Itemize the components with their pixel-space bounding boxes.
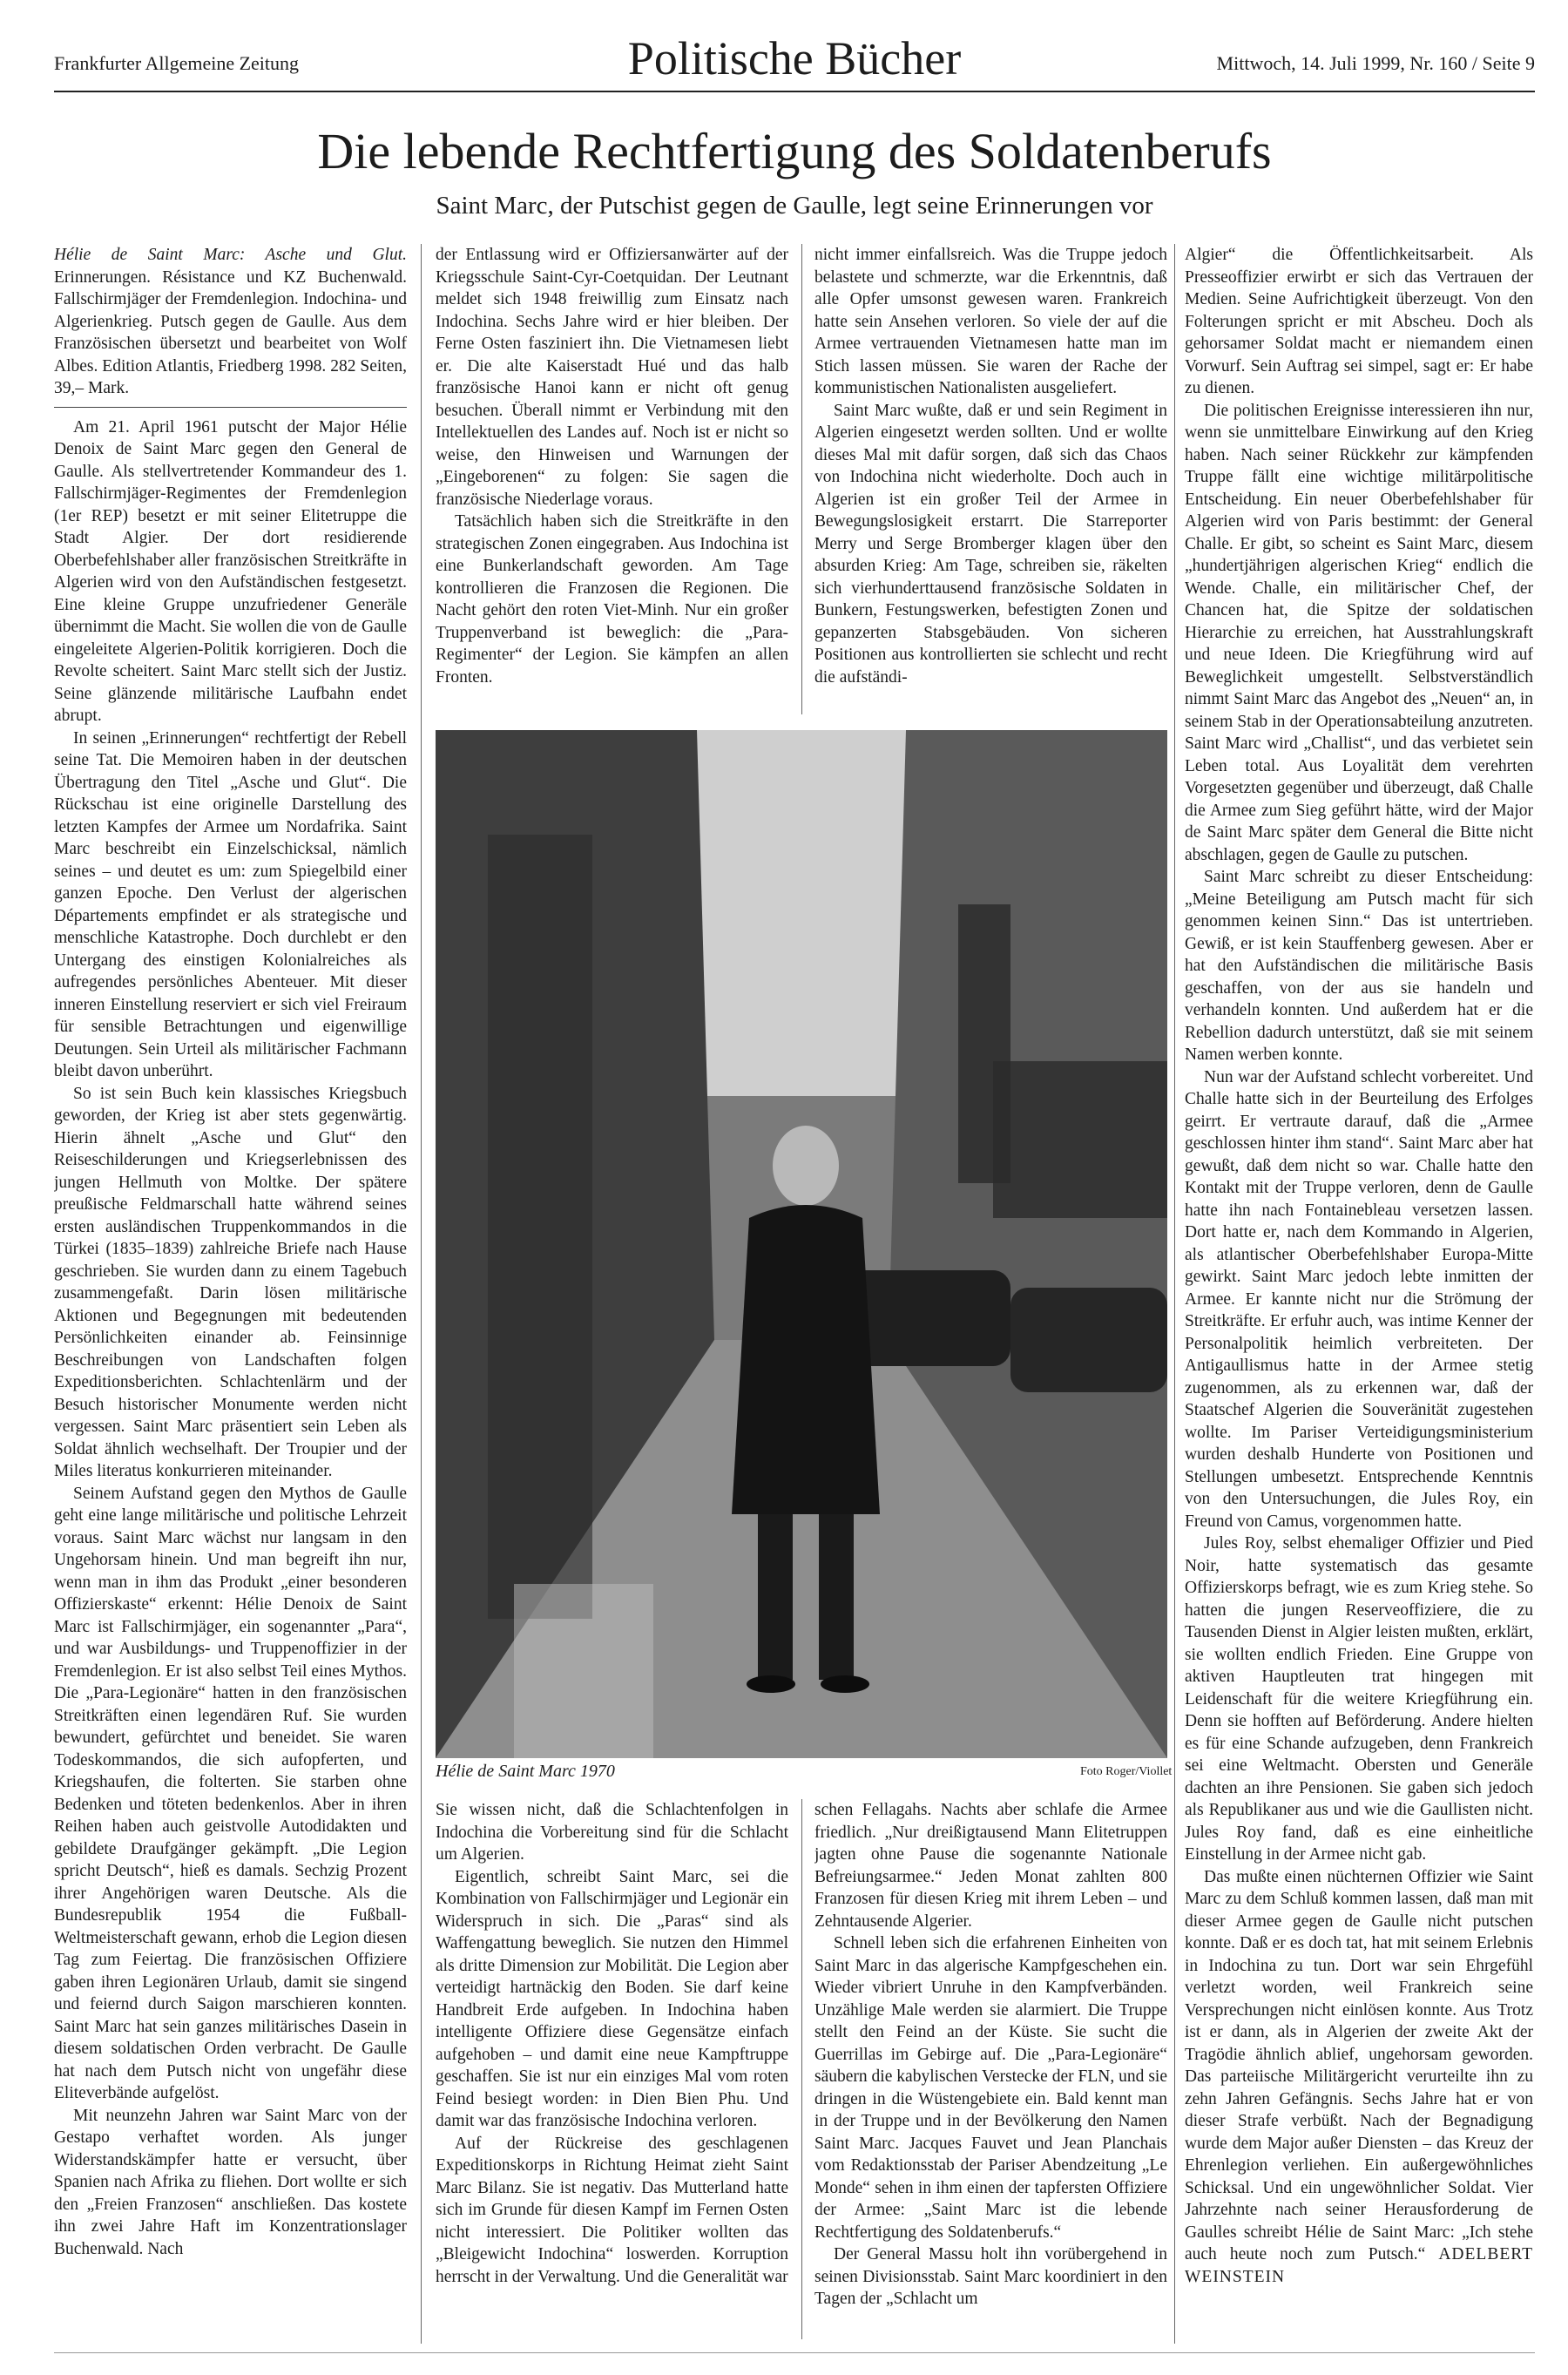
paragraph: Auf der Rückreise des geschlagenen Expeditionskorps in Richtung Heimat zieht Saint Marc Bilanz. Sie ist negativ. Das Mutterland hatte sich im Grunde für diesen Kampf im Fernen Osten nicht interessiert. Die Politiker wollten das „Bleigewicht Indochina“ loswerden. Korruption herrscht in der Verwaltung. Und die Generalität war [436, 2134, 788, 2286]
section-title: Politische Bücher [627, 32, 962, 85]
paragraph: Eigentlich, schreibt Saint Marc, sei die Kombination von Fallschirmjäger und Legionär ein Widerspruch in sich. Die „Paras“ sind als Waffengattung beweglich. Sie nutzen den Himmel als dritte Dimension zur Mobilität. Die Legion aber verteidigt hartnäckig den Boden. Sie darf keine Handbreit Erde aufgeben. In Indochina haben intelligente Offiziere diese Gegensätze einfach aufgehoben – und damit eine neue Kampftruppe geschaffen. Sie ist nur ein einziges Mal vom roten Feind besiegt worden: in Dien Bien Phu. Und damit war das französische Indochina verloren. [436, 1867, 788, 2130]
paragraph-text: Das mußte einen nüchternen Offizier wie Saint Marc zu dem Schluß kommen lassen, daß man mit dieser Armee gegen de Gaulle nicht putschen konnte. Daß er es doch tat, hat mit seinem Erlebnis in Indochina zu tun. Dort war sein Ehrgefühl verletzt worden, weil Frankreich seine Versprechungen nicht einlösen konnte. Aus Trotz ist er dann, als in Algerien der zweite Akt der Tragödie ähnlich ablief, ungehorsam geworden. Das parteiische Militärgericht verurteilte ihn zu zehn Jahren Gefängnis. Sechs Jahre hat er von dieser Strafe verbüßt. Nach der Begnadigung wurde dem Major außer Diensten – das Kreuz der Ehrenlegion verliehen. Ein außergewöhnliches Schicksal. Und ein ungewöhnlicher Soldat. Vier Jahrzehnte nach seiner Herausforderung de Gaulles schreibt Hélie de Saint Marc: „Ich stehe auch heute noch zum Putsch.“ [1185, 1867, 1533, 2263]
book-info-rule [54, 407, 407, 408]
paragraph: Algier“ die Öffentlichkeitsarbeit. Als Presseoffizier erwirbt er sich das Vertrauen der Medien. Seine Aufrichtigkeit überzeugt. Von den Folterungen spricht er mit Abscheu. Doch als gehorsamer Soldat macht er niemandem einen Vorwurf. Sein Auftrag sei simpel, sagt er: Er habe zu dienen. [1185, 246, 1533, 397]
column-4 [1185, 244, 1533, 2344]
article-author: ADELBERT WEINSTEIN [1185, 2245, 1533, 2286]
paragraph [1185, 1866, 1533, 2289]
paragraph: Die politischen Ereignisse interessieren ihn nur, wenn sie unmittelbare Einwirkung auf den Krieg haben. Nach seiner Rückkehr zur kämpfenden Truppe fällt eine wichtige militärpolitische Entscheidung. Ein neuer Oberbefehlshaber für Algerien wird von Paris bestimmt: der General Challe. Er gibt, so scheint es Saint Marc, diesem „hundertjährigen algerischen Krieg“ endlich die Wende. Challe, ein militärischer Chef, der Chancen hat, die Spitze der soldatischen Hierarchie zu erreichen, hat Ausstrahlungskraft und neue Ideen. Die Kriegführung wird auf Beweglichkeit umgestellt. Selbstverständlich nimmt Saint Marc das Angebot des „Neuen“ an, in seinem Stab in der Operationsabteilung anzutreten. Saint Marc wird „Challist“, und das verbietet sein Leben total. Aus Loyalität dem verehrten Vorgesetzten gegenüber und überzeugt, daß Challe die Armee zum Sieg geführt hätte, wird der Major de Saint Marc später dem General die Bitte nicht abschlagen, gegen de Gaulle zu putschen. [1185, 401, 1533, 864]
column-divider [801, 1799, 802, 2339]
book-details: Erinnerungen. Résistance und KZ Buchenwald. Fallschirmjäger der Fremdenlegion. Indochina- und Algerienkrieg. Putsch gegen de Gaulle. Aus dem Französischen übersetzt und bearbeitet von Wolf Albes. Edition Atlantis, Friedberg 1998. 282 Seiten, 39,– Mark. [54, 267, 407, 397]
masthead-rule [54, 91, 1535, 92]
paragraph: Der General Massu holt ihn vorübergehend in seinen Divisionsstab. Saint Marc koordiniert in den Tagen der „Schlacht um [814, 2245, 1167, 2308]
newspaper-name: Frankfurter Allgemeine Zeitung [54, 52, 300, 74]
paragraph: Am 21. April 1961 putscht der Major Hélie Denoix de Saint Marc gegen den General de Gaulle. Als stellvertretender Kommandeur des 1. Fallschirmjäger-Regimentes der Fremdenlegion (1er REP) besetzt er mit seiner Elitetruppe die Stadt Algier. Der dort residierende Oberbefehlshaber aller französischen Streitkräfte in Algerien wird von den Aufständischen festgesetzt. Eine kleine Gruppe unzufriedener Generäle übernimmt die Macht. Sie wollen die von de Gaulle eingeleitete Algerien-Politik korrigieren. Doch die Revolte scheitert. Saint Marc stellt sich der Justiz. Seine glänzende militärische Laufbahn endet abrupt. [54, 417, 407, 725]
paragraph: Mit neunzehn Jahren war Saint Marc von der Gestapo verhaftet worden. Als junger Widerstandskämpfer hatte er versucht, über Spanien nach Afrika zu fliehen. Dort wollte er sich den „Freien Franzosen“ anschließen. Das kostete ihn zwei Jahre Haft im Konzentrationslager Buchenwald. Nach [54, 2106, 407, 2258]
portrait-photo [436, 730, 1167, 1758]
photo-credit: Foto Roger/Viollet [1080, 1765, 1173, 1778]
column-1 [54, 244, 407, 2344]
column-3-bottom [814, 1799, 1167, 2339]
paragraph: In seinen „Erinnerungen“ rechtfertigt der Rebell seine Tat. Die Memoiren haben in der deutschen Übertragung den Titel „Asche und Glut“. Die Rückschau ist eine originelle Darstellung des letzten Kampfes der Armee um Nordafrika. Saint Marc beschreibt ein Einzelschicksal, nämlich seines – und deutet es um: zum Spiegelbild einer ganzen Epoche. Den Verlust der algerischen Départements empfindet er als strategische und menschliche Katastrophe. Doch durchlebt er den Untergang des einstigen Kolonialreiches als aufregendes persönliches Abenteuer. Mit dieser inneren Einstellung reserviert er sich viel Freiraum für sensible Betrachtungen und eigenwillige Deutungen. Sein Urteil als militärischer Fachmann bleibt davon unberührt. [54, 728, 407, 1080]
bottom-rule [54, 2352, 1535, 2353]
paragraph: Seinem Aufstand gegen den Mythos de Gaulle geht eine lange militärische und politische Lehrzeit voraus. Saint Marc wächst nur langsam in den Ungehorsam hinein. Und man begreift ihn nur, wenn man in ihm das Produkt „einer besonderen Offizierskaste“ erkennt: Hélie Denoix de Saint Marc ist Fallschirmjäger, ein sogenannter „Para“, und war Ausbildungs- und Truppenoffizier in der Fremdenlegion. Er ist also selbst Teil eines Mythos. Die „Para-Legionäre“ hatten in den französischen Streitkräften einen legendären Ruf. Sie wurden bewundert, gefürchtet und beneidet. Sie waren Todeskommandos, die sich aufopferten, und Kriegshaufen, die folterten. Sie starben ohne Bedenken und töteten bedenkenlos. Aber in ihren Reihen haben auch geistvolle Autodidakten und gebildete Draufgänger gekämpft. „Die Legion spricht Deutsch“, hieß es damals. Sechzig Prozent ihrer Angehörigen waren Deutsche. Als die Bundesrepublik 1954 die Fußball-Weltmeisterschaft gewann, erhob die Legion diesen Tag zum Feiertag. Die französischen Offiziere gaben ihren Legionären Urlaub, damit sie singend und feiernd durch Saigon marschieren konnten. Saint Marc hat sein ganzes militärisches Dasein in diesem soldatischen Orden verbracht. De Gaulle hat nach dem Putsch nicht von ungefähr diese Eliteverbände aufgelöst. [54, 1484, 407, 2102]
photo-caption: Hélie de Saint Marc 1970 [436, 1762, 615, 1781]
paragraph: schen Fellagahs. Nachts aber schlafe die Armee friedlich. „Nur dreißigtausend Mann Elitetruppen jagten ohne Pause die sogenannte Nationale Befreiungsarmee.“ Jeden Monat zahlten 800 Franzosen für diesen Krieg mit ihrem Leben – und Zehntausende Algerier. [814, 1801, 1167, 1931]
book-info [54, 244, 407, 400]
paragraph: Schnell leben sich die erfahrenen Einheiten von Saint Marc in das algerische Kampfgeschehen ein. Wieder vibriert Unruhe in den Kampfverbänden. Unzählige Male werden sie alarmiert. Die Truppe stellt den Feind an der Küste. Sie sucht die Guerrillas im Gebirge auf. Die „Para-Legionäre“ säubern die kabylischen Verstecke der FLN, und sie dringen in die Wüstengebiete ein. Bald kennt man in der Truppe und in der Bevölkerung den Namen Saint Marc. Jacques Fauvet und Jean Planchais vom Redaktionsstab der Pariser Abendzeitung „Le Monde“ sehen in ihm einen der tapfersten Offiziere der Armee: „Saint Marc ist die lebende Rechtfertigung des Soldatenberufs.“ [814, 1934, 1167, 2242]
paragraph: Jules Roy, selbst ehemaliger Offizier und Pied Noir, hatte systematisch das gesamte Offizierskorps befragt, wie es zum Krieg stehe. So hatten die jungen Reserveoffiziere, die zu Tausenden Dienst in Algier leisten mußten, erklärt, sie wollten endlich Frieden. Eine Gruppe von aktiven Hauptleuten trat hingegen mit Leidenschaft für die weitere Kriegführung ein. Denn sie hofften auf Beförderung. Andere hielten es für eine Schande aufzugeben, denn Frankreich sei eine Weltmacht. Obersten und Generäle dachten an ihre Pensionen. Sie gaben sich jedoch als Republikaner aus und wie die Gaullisten nicht. Jules Roy fand, daß es eine einheitliche Einstellung in der Armee nicht gab. [1185, 1534, 1533, 1864]
column-2-bottom [436, 1799, 788, 2339]
issue-date: Mittwoch, 14. Juli 1999, Nr. 160 / Seite 9 [1216, 52, 1535, 74]
paragraph: Saint Marc wußte, daß er und sein Regiment in Algerien eingesetzt werden sollten. Und er wollte dieses Mal mit dafür sorgen, daß sich das Chaos von Indochina nicht wiederholte. Doch auch in Algerien ist ein großer Teil der Armee in Bewegungslosigkeit erstarrt. Die Starreporter Merry und Serge Bromberger klagen über den absurden Krieg: Am Tage, schreiben sie, räkelten sich vierhunderttausend französische Soldaten in Bunkern, Festungswerken, befestigten Zonen und gepanzerten Stabsgebäuden. Von sicheren Positionen aus kontrollierten sie schlecht und recht die aufständi- [814, 401, 1167, 687]
paragraph: So ist sein Buch kein klassisches Kriegsbuch geworden, der Krieg ist aber stets gegenwärtig. Hierin ähnelt „Asche und Glut“ den Reiseschilderungen und Kriegserlebnissen des jungen Hellmuth von Moltke. Der spätere preußische Feldmarschall hatte während seines ersten ausländischen Truppenkommandos in die Türkei (1835–1839) zahlreiche Briefe nach Hause geschrieben. Sie wurden dann zu einem Tagebuch zusammengefaßt. Darin lösen militärische Aktionen und Begegnungen mit bedeutenden Persönlichkeiten einander ab. Feinsinnige Beschreibungen von Landschaften folgen Expeditionsberichten. Schlachtenlärm und der Besuch historischer Monumente werden nicht vergessen. Saint Marc präsentiert sein Leben als Soldat ähnlich wechselhaft. Der Troupier und der Miles literatus konkurrieren miteinander. [54, 1084, 407, 1480]
column-divider [801, 244, 802, 714]
paragraph: Nun war der Aufstand schlecht vorbereitet. Und Challe hatte sich in der Beurteilung des Erfolges geirrt. Er vertraute darauf, daß die „Armee geschlossen hinter ihm stand“. Saint Marc aber hat gewußt, daß dem nicht so war. Challe hatte den Kontakt mit der Truppe verloren, denn de Gaulle hatte ihn nach Fontainebleau versetzen lassen. Dort hatte er, nach dem Kommando in Algerien, als atlantischer Oberbefehlshaber Europa-Mitte gewirkt. Saint Marc jedoch lebte inmitten der Armee. Er kannte nicht nur die Strömung der Streitkräfte. Er erfuhr auch, was intime Kenner der Personalpolitik heimlich verbreiteten. Der Antigaullismus hatte in der Armee stetig zugenommen, als zu erkennen war, daß der Staatschef Algerien die Souveränität zugestehen wollte. Im Pariser Verteidigungsministerium wurden deshalb Hunderte von Positionen und Stellungen umbesetzt. Entsprechende Kenntnis von den Untersuchungen, die Jules Roy, ein Freund von Camus, vorgenommen hatte. [1185, 1067, 1533, 1531]
paragraph: Tatsächlich haben sich die Streitkräfte in den strategischen Zonen eingegraben. Aus Indochina ist eine Bunkerlandschaft geworden. Am Tage kontrollieren die Franzosen die Regionen. Die Nacht gehört den roten Viet-Minh. Nur ein großer Truppenverband ist beweglich: die „Para-Regimenter“ der Legion. Sie kämpfen an allen Fronten. [436, 512, 788, 687]
column-divider [421, 244, 422, 2344]
paragraph: Sie wissen nicht, daß die Schlachtenfolgen in Indochina die Vorbereitung sind für die Schlacht um Algerien. [436, 1801, 788, 1864]
column-divider [1174, 244, 1175, 2344]
column-3-top [814, 244, 1167, 714]
paragraph: nicht immer einfallsreich. Was die Truppe jedoch belastete und schmerzte, war die Erkenntnis, daß alle Opfer umsonst gewesen waren. Frankreich hatte sein Ansehen verloren. So viele der auf die Armee vertrauenden Vietnamesen hatte man im Stich lassen müssen. Sie waren der Rache der kommunistischen Nationalisten ausgeliefert. [814, 246, 1167, 397]
street-scene-image [436, 730, 1167, 1758]
masthead [54, 31, 1535, 92]
article-subhead: Saint Marc, der Putschist gegen de Gaulle, legt seine Erinnerungen vor [436, 192, 1153, 220]
article-headline: Die lebende Rechtfertigung des Soldatenberufs [317, 123, 1272, 179]
book-author: Hélie de Saint Marc: Asche und Glut. [54, 246, 407, 264]
column-2-top [436, 244, 788, 714]
paragraph: der Entlassung wird er Offiziersanwärter auf der Kriegsschule Saint-Cyr-Coetquidan. Der Leutnant meldet sich 1948 freiwillig zum Einsatz nach Indochina. Sechs Jahre wird er hier bleiben. Der Ferne Osten fasziniert ihn. Die Vietnamesen liebt er. Die alte Kaiserstadt Hué und das halb französische Hanoi kann er nicht oft genug besuchen. Überall nimmt er Verbindung mit den Intellektuellen des Landes auf. Noch ist er nicht so weise, den Hinweisen und Warnungen der „Eingeborenen“ zu folgen: Sie sagen die französische Niederlage voraus. [436, 246, 788, 509]
paragraph: Saint Marc schreibt zu dieser Entscheidung: „Meine Beteiligung am Putsch macht für sich genommen keinen Sinn.“ Das ist untertrieben. Gewiß, er ist kein Stauffenberg gewesen. Aber er hat den Aufständischen die militärische Basis geschaffen, von der aus sie handeln und verhandeln konnten. Und außerdem hat er die Rebellion dadurch unterstützt, daß sie mit seinem Namen werben konnte. [1185, 868, 1533, 1064]
